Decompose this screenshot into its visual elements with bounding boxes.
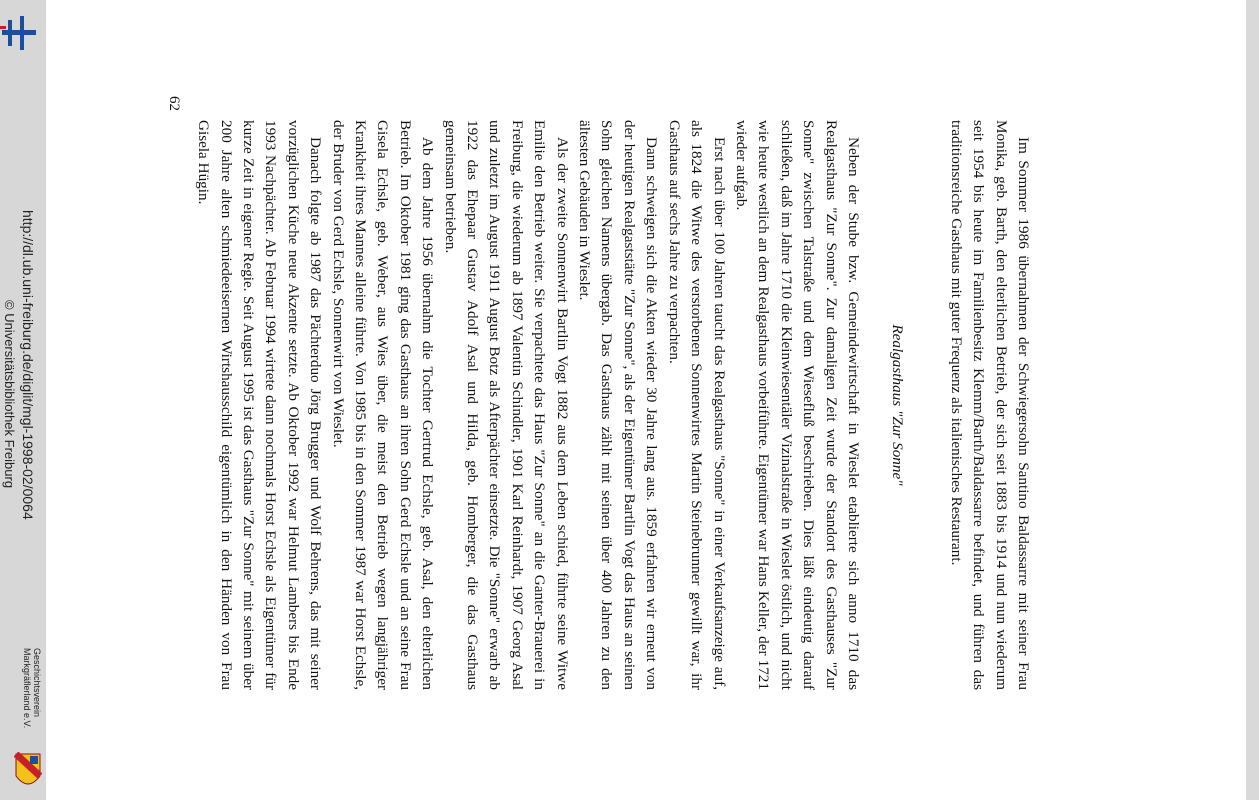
logo-line2: Markgräflerland e.V.	[22, 648, 32, 729]
paragraph: Ab dem Jahre 1956 übernahm die Tochter Gertrud Echsle, geb. Asal, den elterlichen Betrieb. Im Oktober 1981 ging das Gasthaus an ihren Sohn Gerd Echsle und an seine Frau Gisela Echsle, geb. Weber, aus Wies über, die meist den Betrieb wegen langjähriger Krankheit ihres Mannes alleine führte. Von 1985 bis in den Sommer 1987 war Horst Echsle, der Bruder von Gerd Echsle, Sonnenwirt von Wieslet.	[329, 120, 437, 690]
viewer-right-margin	[1246, 0, 1259, 800]
logo-line1: Geschichtsverein	[32, 648, 42, 718]
section-heading: Realgasthaus "Zur Sonne"	[889, 324, 907, 486]
intro-paragraph: Im Sommer 1986 übernahmen der Schwiegersohn Santino Baldassarre mit seiner Frau Monika, geb. Barth, den elterlichen Betrieb, der sich seit 1883 bis 1914 und nun wiederum seit 1954 bis heute im Familienbesitz Klemm/Barth/Baldassarre befindet, und führen das traditionsreiche Gasthaus mit guter Frequenz als italienisches Restaurant.	[947, 120, 1032, 690]
page-content	[160, 0, 1060, 800]
footer-url[interactable]: http://dl.ub.uni-freiburg.de/diglit/mgl-1998-02/0064	[20, 210, 36, 520]
paragraph: Dann schweigen sich die Akten wieder 30 Jahre lang aus. 1859 erfahren wir erneut von der heutigen Realgaststätte "Zur Sonne", als der Eigentümer Bartlin Vogt das Haus an seinen Sohn gleichen Namens übergab. Das Gasthaus zählt mit seinen über 400 Jahren zu den ältesten Gebäuden in Wieslet.	[576, 120, 661, 690]
logo-rotated	[0, 0, 46, 800]
logo-text	[22, 648, 42, 728]
paragraph: Als der zweite Sonnenwirt Bartlin Vogt 1882 aus dem Leben schied, führte seine Witwe Emilie den Betrieb weiter. Sie verpachtete das Haus "Zur Sonne" an die Ganter-Brauerei in Freiburg, die wiederum ab 1897 Valentin Schindler, 1901 Karl Reinhardt, 1907 Georg Asal und zuletzt im August 1911 August Botz als Afterpächter einsetzte. Die "Sonne" erwarb ab 1922 das Ehepaar Gustav Adolf Asal und Hilda, geb. Homberger, die das Gasthaus gemeinsam betrieben.	[441, 120, 571, 690]
document-page	[160, 0, 1060, 800]
paragraph: Erst nach über 100 Jahren taucht das Realgasthaus "Sonne" in einer Verkaufsanzeige auf, als 1824 die Witwe des verstorbenen Sonnenwirtes Martin Steinebrunner gewillt war, ihr Gasthaus auf sechs Jahre zu verpachten.	[665, 120, 728, 690]
paragraph: Neben der Stube bzw. Gemeindewirtschaft in Wieslet etablierte sich anno 1710 das Realgasthaus "Zur Sonne". Zur damaligen Zeit wurde der Standort des Gasthauses "Zur Sonne" zwischen Talstraße und dem Wiesefluß beschrieben. Dies läßt eindeutig darauf schließen, daß im Jahre 1710 die Kleinwiesentäler Vizinalstraße in Wieslet östlich, und nicht wie heute westlich an dem Realgasthaus vorbeiführte. Eigentümer war Hans Keller, der 1721 wieder aufgab.	[732, 120, 862, 690]
footer-copyright: © Universitätsbibliothek Freiburg	[2, 300, 17, 489]
paragraph: Danach folgte ab 1987 das Pächterduo Jörg Brugger und Wolf Behrens, das mit seiner vorzüglichen Küche neue Akzente setzte. Ab Oktober 1992 war Helmut Lambers bis Ende 1993 Nachpächter. Ab Februar 1994 wirtete dann nochmals Horst Echsle als Eigentümer für kurze Zeit in eigener Regie. Seit August 1995 ist das Gasthaus "Zur Sonne" mit seinem über 200 Jahre alten schmiedeeisernen Wirtshausschild eigentümlich in den Händen von Frau Gisela Hügin.	[195, 120, 325, 690]
page-number: 62	[166, 96, 182, 111]
page-body	[192, 120, 1034, 690]
coat-of-arms-icon	[14, 752, 42, 792]
